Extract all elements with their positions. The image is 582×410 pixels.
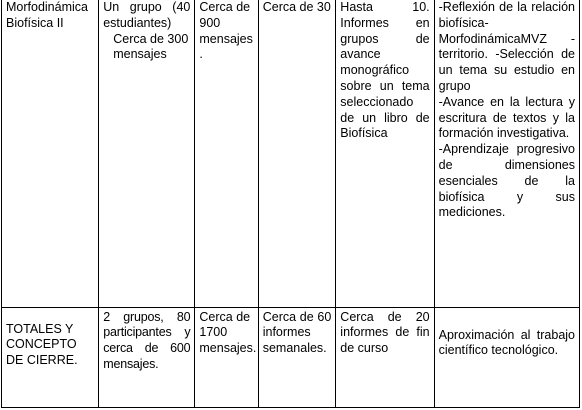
totals-messages-cell bbox=[195, 307, 258, 407]
summary-table bbox=[1, 0, 580, 408]
totals-final-reports-cell bbox=[336, 307, 434, 407]
table-row bbox=[2, 0, 580, 307]
messages-cell bbox=[195, 0, 258, 307]
totals-messages: Cerca de 1700 mensajes. bbox=[199, 309, 257, 356]
totals-final-reports: Cerca de 20 informes de fin de curso bbox=[340, 309, 430, 356]
totals-reports-cell bbox=[258, 307, 336, 407]
reports-cell bbox=[258, 0, 336, 307]
outcome-item: -Reflexión de la relación biofísica-MorfodinámicaMVZ -territorio. -Selección de un tema su estudio en grupo bbox=[438, 0, 575, 93]
report-description: Hasta 10. Informes en grupos de avance monográfico sobre un tema seleccionado de un libro de Biofísica bbox=[340, 0, 430, 141]
outcomes-cell bbox=[434, 0, 579, 307]
course-name-cell bbox=[2, 0, 99, 307]
table-row bbox=[2, 307, 580, 407]
groups-cell bbox=[99, 0, 195, 307]
totals-groups: 2 grupos, 80 participantes y cerca de 600 mensajes. bbox=[103, 309, 191, 371]
totals-reports: Cerca de 60 informes semanales. bbox=[262, 309, 332, 356]
totals-label: TOTALES Y CONCEPTO DE CIERRE. bbox=[6, 321, 78, 368]
groups-text: Un grupo (40 estudiantes) bbox=[103, 0, 191, 30]
totals-concept-cell bbox=[434, 307, 579, 407]
report-description-cell bbox=[336, 0, 434, 307]
closing-concept: Aproximación al trabajo científico tecnológico. bbox=[438, 327, 575, 358]
totals-label-cell bbox=[2, 307, 99, 407]
reports-count: Cerca de 30 bbox=[262, 0, 331, 14]
outcome-item: -Avance en la lectura y escritura de textos y la formación investigativa. bbox=[438, 94, 575, 141]
messages-text: Cerca de 300 mensajes bbox=[113, 31, 189, 62]
totals-groups-cell bbox=[99, 307, 195, 407]
messages-count: Cerca de 900 mensajes . bbox=[199, 0, 253, 62]
course-name: Morfodinámica Biofísica II bbox=[6, 0, 88, 30]
outcome-item: -Aprendizaje progresivo de dimensiones esenciales de la biofísica y sus mediciones. bbox=[438, 142, 575, 220]
